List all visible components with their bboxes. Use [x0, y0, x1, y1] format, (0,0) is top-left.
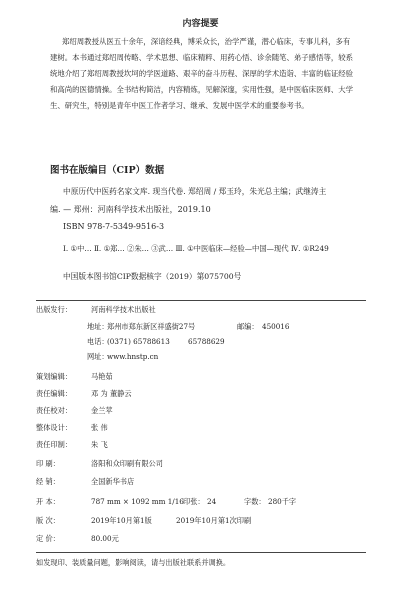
summary-line: 建树。本书通过郑绍周传略、学术思想、临床精粹、用药心悟、诊余随笔、弟子感悟等，较系: [50, 53, 354, 62]
planning-editor-label: 策划编辑：: [36, 372, 72, 381]
planning-editor-value: 马艳茹: [91, 372, 113, 381]
proofreader-value: 金兰苹: [91, 406, 113, 415]
cip-classification: Ⅰ. ①中… Ⅱ. ①郑… ②朱… ③武… Ⅲ. ①中医临床—经验—中国—现代 Ⅳ. ①R249: [63, 244, 329, 253]
format-label: 开 本：: [36, 497, 60, 506]
cip-heading: 图书在版编目（CIP）数据: [50, 165, 165, 176]
summary-line: 和高尚的医德情操。全书结构简洁，内容精炼，见解深邃，实用性强，是中医临床医师、大学: [50, 85, 354, 94]
format-value: 787 mm × 1092 mm 1/16: [91, 497, 184, 506]
phone-label: 电话：: [87, 337, 109, 346]
designer-label: 整体设计：: [36, 423, 72, 432]
print-manager-value: 朱 飞: [91, 440, 108, 449]
proofreader-label: 责任校对：: [36, 406, 72, 415]
summary-line: 统地介绍了郑绍周教授坎坷的学医道路、艰辛的奋斗历程、深厚的学术造诣、丰富的临证经验: [50, 69, 354, 78]
impression-value: 2019年10月第1次印刷: [176, 516, 252, 525]
website-value: www.hnstp.cn: [107, 352, 159, 361]
summary-title: 内容提要: [182, 19, 219, 29]
cip-isbn: ISBN 978-7-5349-9516-3: [63, 222, 165, 231]
address-value: 郑州市郑东新区祥盛街27号: [107, 322, 196, 331]
edition-label: 版 次：: [36, 516, 60, 525]
phone-value-2: 65788629: [188, 337, 225, 346]
phone-value-1: (0371) 65788613: [107, 337, 170, 346]
summary-line: 郑绍周教授从医五十余年，深谙经典，博采众长，治学严谨，潜心临床，专事儿科，多有: [62, 37, 351, 46]
printer-label: 印 刷：: [36, 459, 60, 468]
printer-value: 洛阳和众印刷有限公司: [91, 459, 163, 468]
price-label: 定 价：: [36, 534, 60, 543]
address-label: 地址：: [87, 322, 109, 331]
cip-line: 编. — 郑州：河南科学技术出版社，2019.10: [50, 205, 211, 214]
divider-bottom: [36, 552, 366, 553]
website-label: 网址：: [87, 352, 109, 361]
designer-value: 张 伟: [91, 423, 108, 432]
summary-line: 生、研究生，特别是青年中医工作者学习、继承、发展中医学术的重要参考书。: [50, 101, 309, 110]
price-value: 80.00元: [91, 534, 119, 543]
quality-notice: 如发现印、装质量问题，影响阅读，请与出版社联系并调换。: [36, 558, 231, 567]
print-manager-label: 责任印制：: [36, 440, 72, 449]
postcode-value: 450016: [262, 322, 290, 331]
distributor-label: 经 销：: [36, 477, 60, 486]
responsible-editor-label: 责任编辑：: [36, 389, 72, 398]
sheets-value: 24: [207, 497, 217, 506]
sheets-label: 印张：: [183, 497, 205, 506]
postcode-label: 邮编：: [237, 322, 259, 331]
word-count-value: 280千字: [268, 497, 297, 506]
distributor-value: 全国新华书店: [91, 477, 135, 486]
publisher-name: 河南科学技术出版社: [91, 305, 156, 314]
cip-line: 中原历代中医药名家文库. 现当代卷. 郑绍周 / 郑玉玲，朱光总主编；武继涛主: [63, 187, 327, 196]
word-count-label: 字数：: [244, 497, 266, 506]
publisher-label: 出版发行：: [36, 305, 72, 314]
responsible-editor-value: 邓 为 董静云: [91, 389, 132, 398]
cip-record: 中国版本图书馆CIP数据核字（2019）第075700号: [63, 272, 242, 281]
divider-top: [36, 300, 366, 301]
edition-value: 2019年10月第1版: [91, 516, 152, 525]
